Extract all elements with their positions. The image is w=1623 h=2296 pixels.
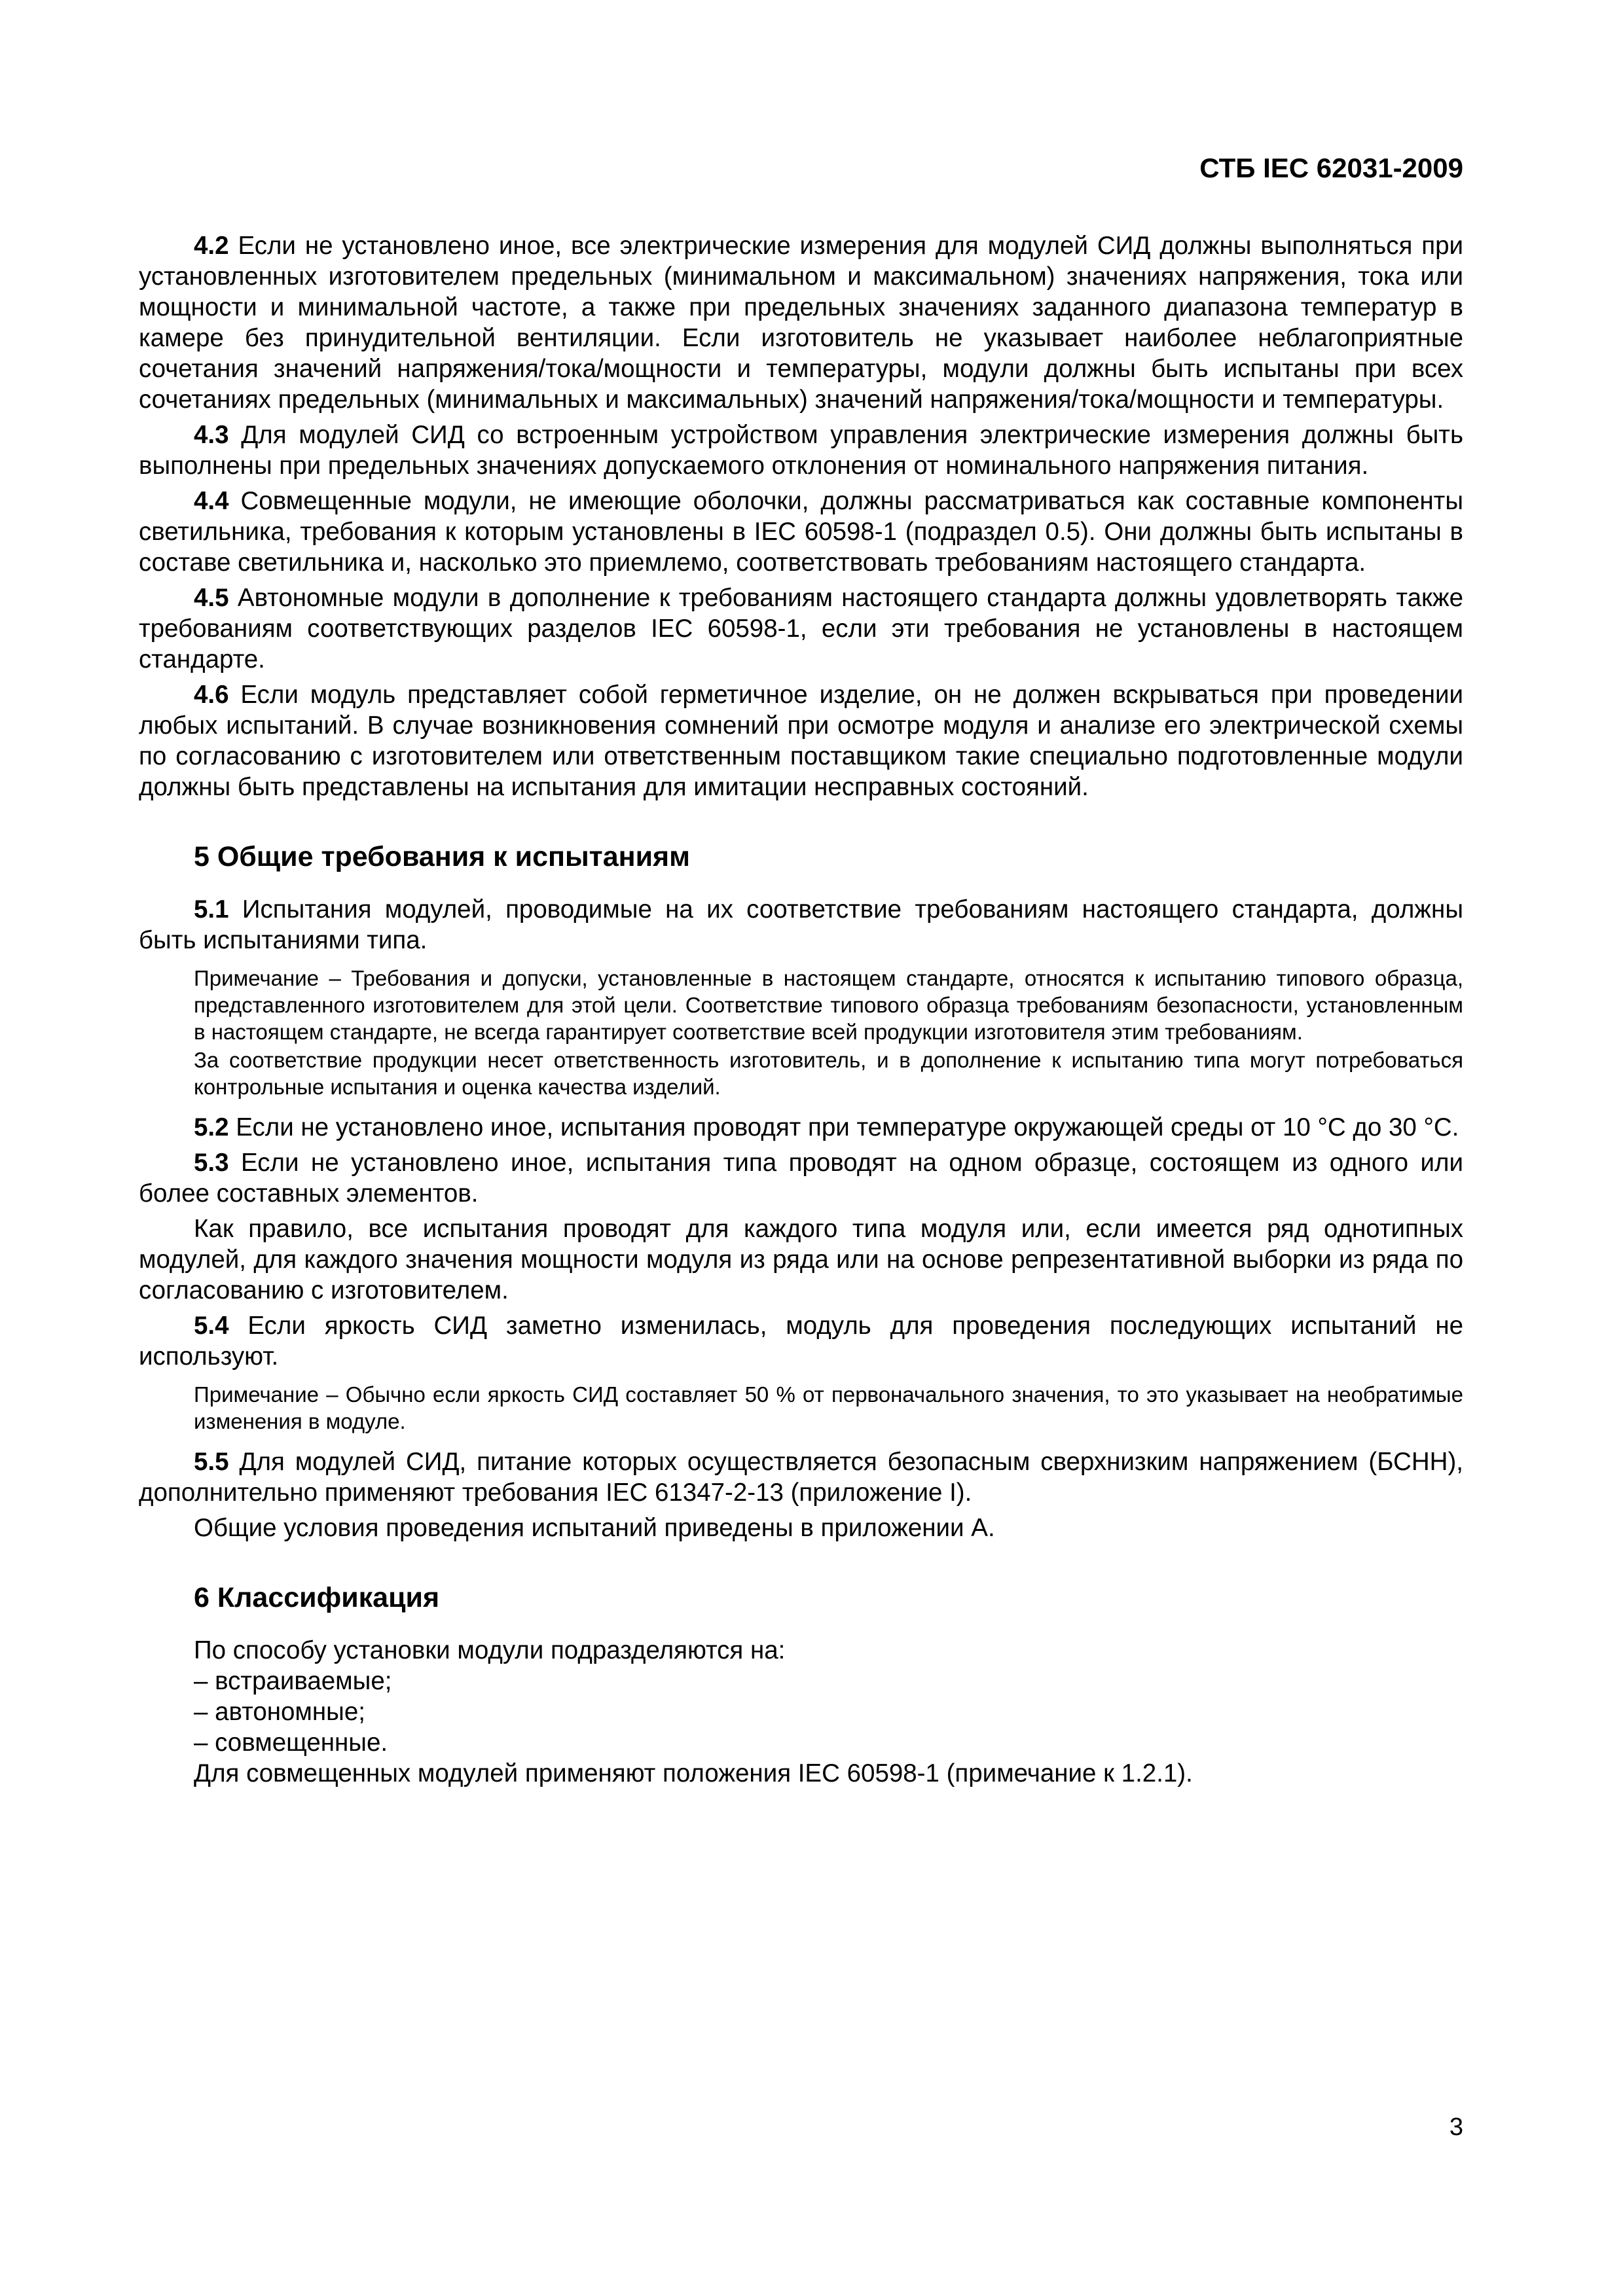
clause-text: Если не установлено иное, все электрические измерения для модулей СИД должны выполняться при установленных изготовителем предельных (минимальном и максимальном) значениях напряжения, тока или мощности и минимальной частоте, а также при предельных значениях заданного диапазона температур в камере без принудительной вентиляции. Если изготовитель не указывает наиболее неблагоприятные сочетания значений напряжения/тока/мощности и температуры, модули должны быть испытаны при всех сочетаниях предельных (минимальных и максимальных) значений напряжения/тока/мощности и температуры. bbox=[139, 232, 1463, 414]
clause-number: 5.3 bbox=[194, 1149, 229, 1177]
clause-4-5 bbox=[139, 583, 1463, 675]
clause-5-5 bbox=[139, 1446, 1463, 1508]
clause-text: Если не установлено иное, испытания типа проводят на одном образце, состоящем из одного или более составных элементов. bbox=[139, 1149, 1463, 1208]
list-item: – автономные; bbox=[194, 1698, 365, 1726]
note-5-1-continued: За соответствие продукции несет ответственность изготовитель, и в дополнение к испытанию типа могут потребоваться контрольные испытания и оценка качества изделий. bbox=[194, 1048, 1463, 1099]
clause-text: Для модулей СИД со встроенным устройством управления электрические измерения должны быть выполнены при предельных значениях допускаемого отклонения от номинального напряжения питания. bbox=[139, 421, 1463, 480]
clause-4-3 bbox=[139, 420, 1463, 481]
clause-number: 4.3 bbox=[194, 421, 229, 449]
clause-5-2 bbox=[139, 1112, 1463, 1143]
clause-number: 5.5 bbox=[194, 1448, 229, 1476]
document-code: СТБ IEC 62031-2009 bbox=[1199, 152, 1463, 183]
clause-number: 5.1 bbox=[194, 895, 229, 924]
section-5-heading: 5 Общие требования к испытаниям bbox=[194, 841, 690, 872]
clause-5-5-paragraph: Общие условия проведения испытаний приведены в приложении А. bbox=[194, 1514, 995, 1542]
note-5-4: Примечание – Обычно если яркость СИД составляет 50 % от первоначального значения, то это указывает на необратимые изменения в модуле. bbox=[194, 1382, 1463, 1433]
clause-text: Если не установлено иное, испытания проводят при температуре окружающей среды от 10 °С до 30 °С. bbox=[228, 1113, 1459, 1141]
clause-text: Если яркость СИД заметно изменилась, модуль для проведения последующих испытаний не используют. bbox=[139, 1312, 1463, 1371]
clause-5-3-paragraph: Как правило, все испытания проводят для каждого типа модуля или, если имеется ряд однотипных модулей, для каждого значения мощности модуля из ряда или на основе репрезентативной выборки из ряда по согласованию с изготовителем. bbox=[139, 1215, 1463, 1304]
page-number: 3 bbox=[1449, 2113, 1463, 2141]
clause-text: Если модуль представляет собой герметичное изделие, он не должен вскрываться при проведении любых испытаний. В случае возникновения сомнений при осмотре модуля и анализе его электрической схемы по согласованию с изготовителем или ответственным поставщиком такие специально подготовленные модули должны быть представлены на испытания для имитации несправных состояний. bbox=[139, 681, 1463, 801]
clause-number: 5.2 bbox=[194, 1113, 229, 1141]
clause-text: Автономные модули в дополнение к требованиям настоящего стандарта должны удовлетворять также требованиям соответствующих разделов IEC 60598-1, если эти требования не установлены в настоящем стандарте. bbox=[139, 584, 1463, 673]
clause-4-4 bbox=[139, 486, 1463, 578]
section-6-heading: 6 Классификация bbox=[194, 1582, 440, 1613]
classification-intro: По способу установки модули подразделяются на: bbox=[194, 1636, 786, 1664]
classification-outro: Для совмещенных модулей применяют положения IEC 60598-1 (примечание к 1.2.1). bbox=[194, 1759, 1193, 1787]
clause-5-3 bbox=[139, 1147, 1463, 1209]
clause-4-6 bbox=[139, 679, 1463, 802]
clause-number: 4.5 bbox=[194, 584, 229, 612]
clause-text: Совмещенные модули, не имеющие оболочки, должны рассматриваться как составные компоненты светильника, требования к которым установлены в IEC 60598-1 (подраздел 0.5). Они должны быть испытаны в составе светильника и, насколько это приемлемо, соответствовать требованиям настоящего стандарта. bbox=[139, 487, 1463, 577]
clause-text: Для модулей СИД, питание которых осуществляется безопасным сверхнизким напряжением (БСНН), дополнительно применяют требования IEC 61347-2-13 (приложение I). bbox=[139, 1448, 1463, 1507]
clause-text: Испытания модулей, проводимые на их соответствие требованиям настоящего стандарта, должны быть испытаниями типа. bbox=[139, 895, 1463, 954]
clause-number: 5.4 bbox=[194, 1312, 229, 1340]
clause-number: 4.4 bbox=[194, 487, 229, 515]
clause-number: 4.6 bbox=[194, 681, 229, 709]
page-body bbox=[139, 230, 1463, 1789]
clause-number: 4.2 bbox=[194, 232, 229, 260]
note-5-1: Примечание – Требования и допуски, установленные в настоящем стандарте, относятся к испытанию типового образца, представленного изготовителем для этой цели. Соответствие типового образца требованиям безопасности, установленным в настоящем стандарте, не всегда гарантирует соответствие всей продукции изготовителя этим требованиям. bbox=[194, 966, 1463, 1044]
clause-4-2 bbox=[139, 230, 1463, 415]
clause-5-4 bbox=[139, 1310, 1463, 1372]
clause-5-1 bbox=[139, 894, 1463, 956]
list-item: – встраиваемые; bbox=[194, 1667, 392, 1695]
list-item: – совмещенные. bbox=[194, 1729, 388, 1757]
